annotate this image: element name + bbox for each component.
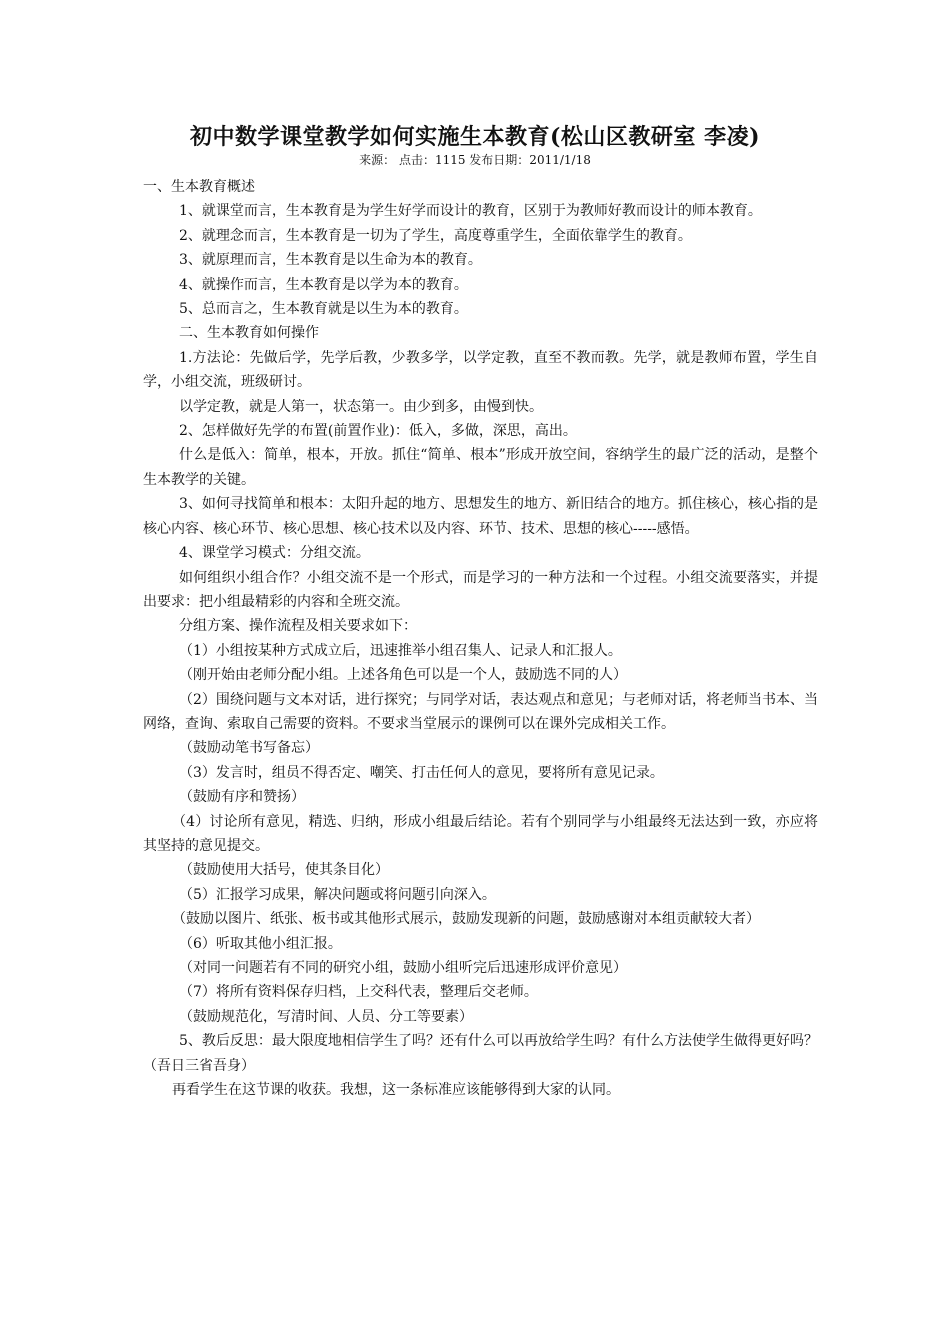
list-note: （鼓励有序和赞扬） xyxy=(179,789,305,806)
list-note: （鼓励动笔书写备忘） xyxy=(179,740,319,757)
list-item: （1）小组按某种方式成立后，迅速推举小组召集人、记录人和汇报人。 xyxy=(179,642,622,659)
paragraph: 5、教后反思：最大限度地相信学生了吗？还有什么可以再放给学生吗？有什么方法使学生做得更好吗？（吾日三省吾身） xyxy=(143,1033,818,1074)
list-note: （对同一问题若有不同的研究小组，鼓励小组听完后迅速形成评价意见） xyxy=(179,960,627,976)
document-body xyxy=(143,175,818,1102)
list-item: （7）将所有资料保存归档，上交科代表，整理后交老师。 xyxy=(179,984,538,1001)
paragraph: 3、就原理而言，生本教育是以生命为本的教育。 xyxy=(179,252,482,269)
list-note: （鼓励使用大括号，使其条目化） xyxy=(179,862,389,879)
list-item: （4）讨论所有意见，精选、归纳，形成小组最后结论。若有个别同学与小组最终无法达到一致，亦应将其坚持的意见提交。 xyxy=(143,813,818,854)
list-item: （5）汇报学习成果，解决问题或将问题引向深入。 xyxy=(179,886,496,903)
paragraph: 4、就操作而言，生本教育是以学为本的教育。 xyxy=(179,276,468,293)
paragraph: 2、就理念而言，生本教育是一切为了学生，高度尊重学生，全面依靠学生的教育。 xyxy=(179,227,692,244)
section-heading-overview: 一、生本教育概述 xyxy=(143,179,255,195)
list-note: （鼓励以图片、纸张、板书或其他形式展示，鼓励发现新的问题，鼓励感谢对本组贡献较大者） xyxy=(172,911,760,928)
paragraph: 如何组织小组合作？小组交流不是一个形式，而是学习的一种方法和一个过程。小组交流要落实，并提出要求：把小组最精彩的内容和全班交流。 xyxy=(143,569,818,610)
paragraph: 再看学生在这节课的收获。我想，这一条标准应该能够得到大家的认同。 xyxy=(172,1082,620,1099)
paragraph: 以学定教，就是人第一，状态第一。由少到多，由慢到快。 xyxy=(179,398,543,415)
document-title: 初中数学课堂教学如何实施生本教育(松山区教研室 李凌) xyxy=(190,124,760,150)
list-note: （鼓励规范化，写清时间、人员、分工等要素） xyxy=(179,1008,473,1025)
paragraph: 3、如何寻找简单和根本：太阳升起的地方、思想发生的地方、新旧结合的地方。抓住核心，核心指的是核心内容、核心环节、核心思想、核心技术以及内容、环节、技术、思想的核心-----感悟。 xyxy=(143,496,818,537)
section-heading-operation: 二、生本教育如何操作 xyxy=(179,325,319,342)
paragraph: 5、总而言之，生本教育就是以生为本的教育。 xyxy=(179,301,468,318)
list-note: （刚开始由老师分配小组。上述各角色可以是一个人，鼓励选不同的人） xyxy=(179,667,627,684)
paragraph: 2、怎样做好先学的布置(前置作业)：低入，多做，深思，高出。 xyxy=(179,423,577,440)
paragraph: 4、课堂学习模式：分组交流。 xyxy=(179,545,370,562)
list-item: （3）发言时，组员不得否定、嘲笑、打击任何人的意见，要将所有意见记录。 xyxy=(179,764,664,781)
paragraph: 什么是低入：简单，根本，开放。抓住“简单、根本”形成开放空间，容纳学生的最广泛的活动，是整个生本教学的关键。 xyxy=(143,447,818,488)
paragraph: 1、就课堂而言，生本教育是为学生好学而设计的教育，区别于为教师好教而设计的师本教育。 xyxy=(179,203,762,220)
list-item: （2）围绕问题与文本对话，进行探究；与同学对话，表达观点和意见；与老师对话，将老师当书本、当网络，查询、索取自己需要的资料。不要求当堂展示的课例可以在课外完成相关工作。 xyxy=(143,691,818,732)
list-item: （6）听取其他小组汇报。 xyxy=(179,935,342,952)
paragraph: 1.方法论：先做后学，先学后教，少教多学，以学定教，直至不教而教。先学，就是教师布置，学生自学，小组交流，班级研讨。 xyxy=(143,349,818,391)
document-meta: 来源： 点击：1115 发布日期：2011/1/18 xyxy=(359,153,591,167)
paragraph: 分组方案、操作流程及相关要求如下： xyxy=(179,618,417,635)
